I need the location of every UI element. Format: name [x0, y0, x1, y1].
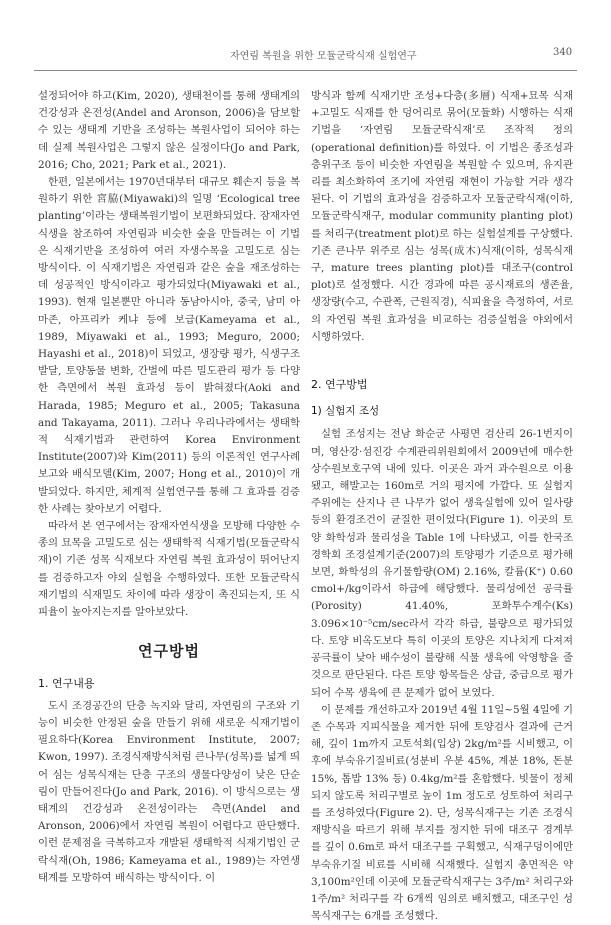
page-number: 340 — [553, 47, 573, 58]
spacer — [311, 346, 573, 370]
subsection-heading-research-content: 1. 연구내용 — [38, 676, 95, 690]
left-column — [38, 88, 300, 887]
header-divider — [34, 70, 577, 71]
running-header — [0, 0, 611, 60]
left-paragraph-4: 도시 조경공간의 단층 녹지와 달리, 자연림의 구조와 기능이 비슷한 안정된 숲을 만들기 위해 새로운 식재기법이 필요하다(Korea Environment Institute, 2007; Kwon, 1997). 조경식재방식처럼 큰나무(성목)를 넓게 띄어 심는 성목식재는 단층 구조의 생물다양성이 낮은 단순림이 만들어진다(Jo and Park, 2016). 이 방식으로는 생태계의 건강성과 온전성이라는 측면(Andel and Aronson, 2006)에서 자연림 복원이 어렵다고 판단했다. 이런 문제점을 극복하고자 개발된 생태학적 식재기법인 군락식재(Oh, 1986; Kameyama et al., 1989)는 자연생태계를 모방하여 배식하는 방식이다. 이 — [38, 699, 300, 884]
running-title: 자연림 복원을 위한 모듈군락식재 실험연구 — [230, 51, 417, 62]
right-paragraph-1: 방식과 함께 식재기반 조성+다층(多層) 식재+묘목 식재+고밀도 식재를 한 덩어리로 묶어(모듈화) 시행하는 식재기법을 ‘자연림 모듈군락식재’로 조작적 정의(operational definition)를 하였다. 이 기법은 종조성과 층위구조 등이 비슷한 자연림을 복원할 수 있으며, 유지관리를 최소화하여 조기에 자연림 재현이 가능할 거라 생각된다. 이 기법의 효과성을 검증하고자 모듈군락식재(이하, 모듈군락식재구, modular community planting plot)를 처리구(treatment plot)로 하는 실험설계를 구상했다. 기존 큰나무 위주로 심는 성목(成木)식재(이하, 성목식재구, mature trees planting plot)를 대조구(control plot)로 설정했다. 시간 경과에 따른 공시재료의 생존율, 생장량(수고, 수관폭, 근원직경), 식피율을 측정하여, 서로의 자연림 복원 효과성을 비교하는 검증실험을 야외에서 시행하였다. — [311, 90, 573, 343]
left-paragraph-1: 설정되어야 하고(Kim, 2020), 생태천이를 통해 생태계의 건강성과 온전성(Andel and Aronson, 2006)을 담보할 수 있는 생태계 기반을 조성하는 복원사업이 되어야 하는데 실제 복원사업은 그렇지 않은 실정이다(Jo and Park, 2016; Cho, 2021; Park et al., 2021). — [38, 90, 300, 171]
left-paragraph-2: 한편, 일본에서는 1970년대부터 대규모 훼손지 등을 복원하기 위한 宮脇(Miyawaki)의 일명 ‘Ecological tree planting’이라는 생태복원기법이 보편화되었다. 잠재자연식생을 참조하여 자연림과 비슷한 숲을 만들려는 이 기법은 식재기반을 조성하여 여러 자생수목을 고밀도로 심는 방식이다. 이 식재기법은 자연림과 같은 숲을 재조성하는 데 성공적인 방식이라고 평가되었다(Miyawaki et al., 1993). 현재 일본뿐만 아니라 동남아시아, 중국, 남미 아마존, 아프리카 케냐 등에 보급(Kameyama et al., 1989, Miyawaki et al., 1993; Meguro, 2000; Hayashi et al., 2018)이 되었고, 생장량 평가, 식생구조 발달, 토양동물 변화, 간벌에 따른 밀도관리 평가 등 다양한 측면에서 복원 효과성 등이 밝혀졌다(Aoki and Harada, 1985; Meguro et al., 2005; Takasuna and Takayama, 2011). 그러나 우리나라에서는 생태학적 식재기법과 관련하여 Korea Environment Institute(2007)와 Kim(2011) 등의 이론적인 연구사례 보고와 배식모델(Kim, 2007; Hong et al., 2010)이 개발되었다. 하지만, 체계적 실험연구를 통해 그 효과를 검증한 사례는 찾아보기 어렵다. — [38, 176, 300, 515]
left-paragraph-3: 따라서 본 연구에서는 잠재자연식생을 모방해 다양한 수종의 묘목을 고밀도로 심는 생태학적 식재기법(모듈군락식재)이 기존 성목 식재보다 자연림 복원 효과성이 뛰어난지를 검증하고자 야외 실험을 수행하였다. 또한 모듈군락식재기법의 식재밀도 차이에 따라 생장이 촉진되는지, 또 식피율이 높아지는지를 알아보았다. — [38, 520, 300, 619]
right-paragraph-2: 실험 조성지는 전남 화순군 사평면 검산리 26-1번지이며, 영산강·섬진강 수계관리위원회에서 2009년에 매수한 상수원보호구역 내에 있다. 이곳은 과거 과수원으로 이용됐고, 해발고는 160m로 거의 평지에 가깝다. 또 실험지 주위에는 산지나 큰 나무가 없어 생육실험에 있어 일사량 등의 환경조건이 균질한 편이었다(Figure 1). 이곳의 토양 화학성과 물리성을 Table 1에 나타냈고, 이를 한국조경학회 조경설계기준(2007)의 토양평가 기준으로 평가해보면, 화학성의 유기물함량(OM) 2.16%, 칼륨(K⁺) 0.60 cmol+/kg이라서 하급에 해당했다. 물리성에선 공극률(Porosity) 41.40%, 포화투수계수(Ks) 3.096×10⁻⁵cm/sec라서 각각 하급, 불량으로 평가되었다. 토양 비옥도보다 특히 이곳의 토양은 지나치게 다져져 공극률이 낮아 배수성이 불량해 식물 생육에 악영향을 줄 것으로 판단된다. 다른 토양 항목들은 상급, 중급으로 평가되어 수목 생육에 큰 문제가 없어 보였다. — [311, 428, 573, 699]
subsection-heading-research-method: 2. 연구방법 — [311, 378, 368, 392]
right-column — [311, 88, 573, 925]
right-paragraph-3: 이 문제를 개선하고자 2019년 4월 11일~5월 4일에 기존 수목과 지피식물을 제거한 뒤에 토양검사 결과에 근거해, 깊이 1m까지 고토석회(입상) 2kg/m²를 시비했고, 이후에 부숙유기질비료(성분비 우분 45%, 계분 18%, 돈분 15%, 톱밥 13% 등) 0.4kg/m²를 혼합했다. 빗물이 정체되지 않도록 처리구별로 높이 1m 정도로 성토하여 처리구를 조성하였다(Figure 2). 단, 성목식재구는 기존 조경식재방식을 따르기 위해 부지를 정지한 뒤에 대조구 경계부를 깊이 0.6m로 파서 대조구를 구획했고, 식재구덩이에만 부숙유기질 비료를 시비해 식재했다. 실험지 총면적은 약 3,100m²인데 이곳에 모듈군락식재구는 3주/m² 처리구와 1주/m² 처리구를 각 6개씩 임의로 배치했고, 대조구인 성목식재구는 6개를 조성했다. — [311, 703, 573, 923]
subsubsection-heading-site: 1) 실험지 조성 — [311, 405, 380, 418]
section-title-methods: 연구방법 — [138, 642, 200, 661]
